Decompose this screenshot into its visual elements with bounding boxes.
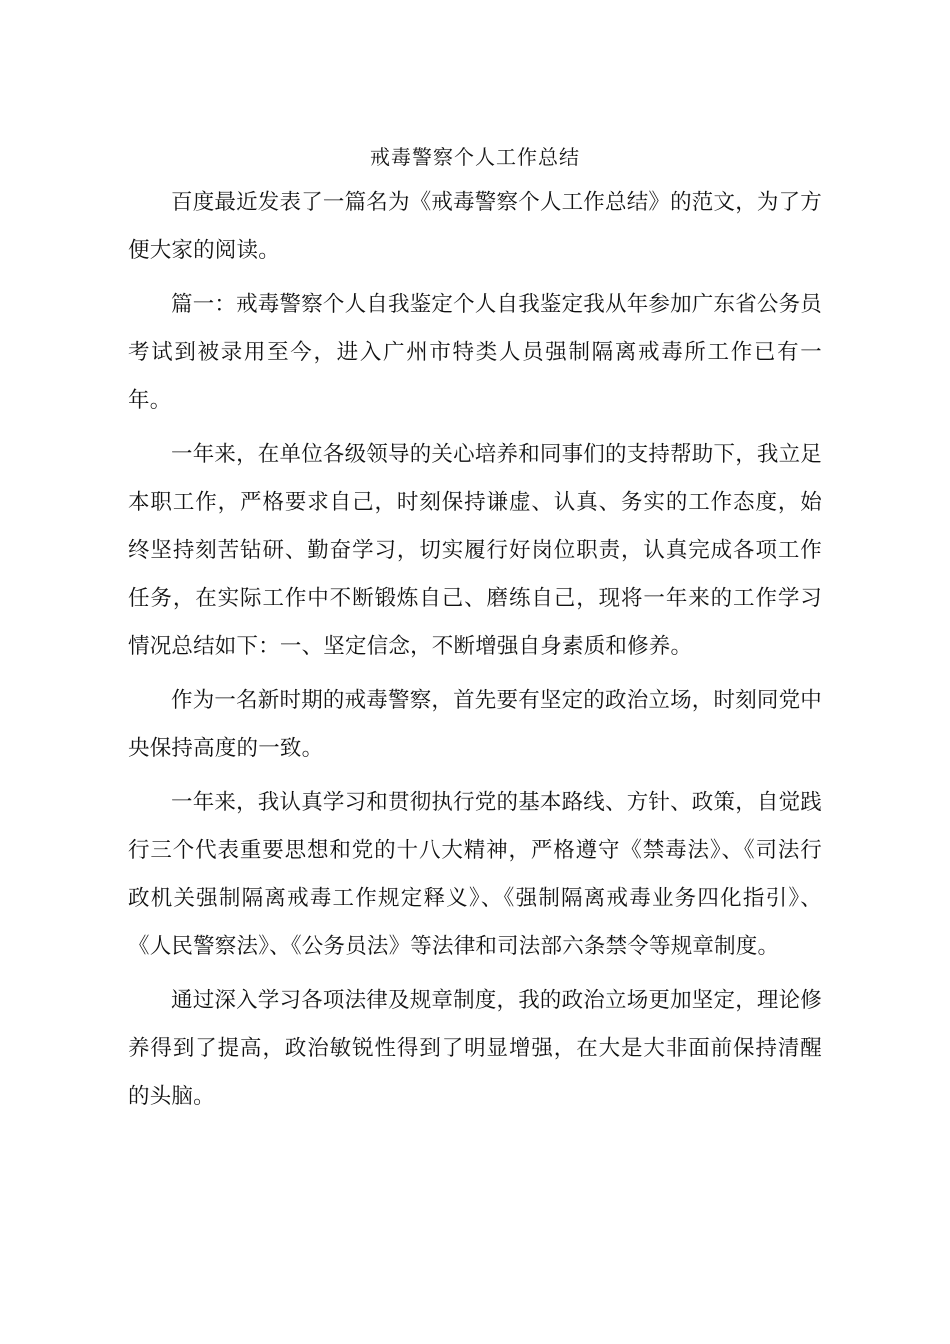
paragraph-2: 篇一：戒毒警察个人自我鉴定个人自我鉴定我从年参加广东省公务员考试到被录用至今，进入广州市特类人员强制隔离戒毒所工作已有一年。 xyxy=(128,292,823,413)
document-body xyxy=(128,179,822,1127)
paragraph-5: 一年来，我认真学习和贯彻执行党的基本路线、方针、政策，自觉践行三个代表重要思想和党的十八大精神，严格遵守《禁毒法》、《司法行政机关强制隔离戒毒工作规定释义》、《强制隔离戒毒业务四化指引》、《人民警察法》、《公务员法》等法律和司法部六条禁令等规章制度。 xyxy=(128,790,823,959)
paragraph-3: 一年来，在单位各级领导的关心培养和同事们的支持帮助下，我立足本职工作，严格要求自己，时刻保持谦虚、认真、务实的工作态度，始终坚持刻苦钻研、勤奋学习，切实履行好岗位职责，认真完成各项工作任务，在实际工作中不断锻炼自己、磨练自己，现将一年来的工作学习情况总结如下：一、坚定信念，不断增强自身素质和修养。 xyxy=(128,442,823,659)
paragraph-1: 百度最近发表了一篇名为《戒毒警察个人工作总结》的范文，为了方便大家的阅读。 xyxy=(128,190,823,263)
paragraph-6: 通过深入学习各项法律及规章制度，我的政治立场更加坚定，理论修养得到了提高，政治敏锐性得到了明显增强，在大是大非面前保持清醒的头脑。 xyxy=(128,988,823,1109)
document-title: 戒毒警察个人工作总结 xyxy=(370,145,580,169)
paragraph-4: 作为一名新时期的戒毒警察，首先要有坚定的政治立场，时刻同党中央保持高度的一致。 xyxy=(128,688,823,761)
